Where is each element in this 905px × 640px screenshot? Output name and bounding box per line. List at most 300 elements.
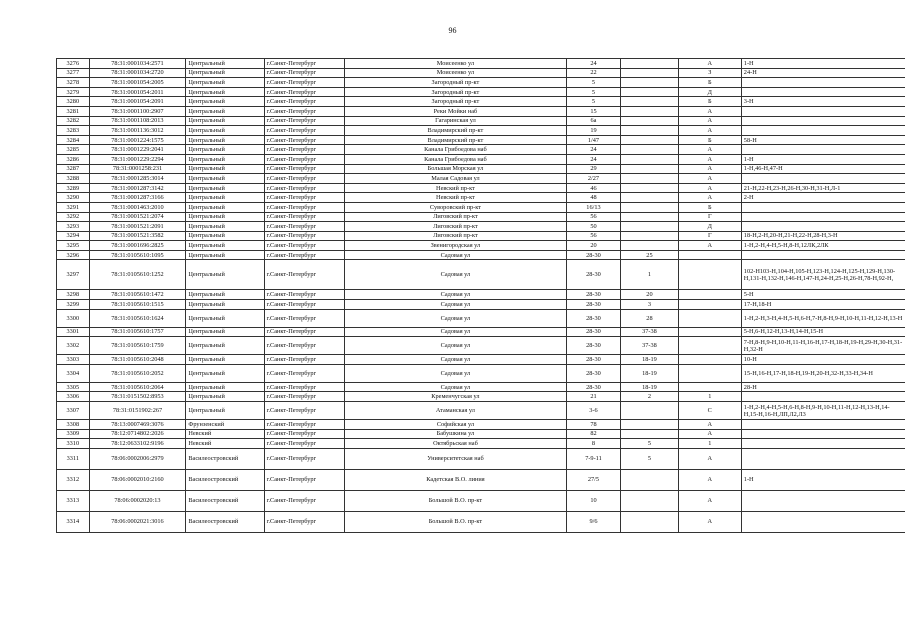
table-row [57,202,905,212]
letter-cell: Б [678,78,741,88]
building-cell [621,193,679,203]
row-number-cell: 3283 [57,126,90,136]
house-cell: 19 [566,126,620,136]
row-number-cell: 3312 [57,469,90,490]
city-cell: г.Санкт-Петербург [264,241,344,251]
row-number-cell: 3288 [57,174,90,184]
street-cell: Большой В.О. пр-кт [345,490,567,511]
city-cell: г.Санкт-Петербург [264,154,344,164]
street-cell: Садовая ул [345,250,567,260]
district-cell: Центральный [186,135,264,145]
table-row [57,154,905,164]
street-cell: Суворовский пр-кт [345,202,567,212]
street-cell: Кременчугская ул [345,392,567,402]
premises-cell: 24-Н [741,68,905,78]
premises-cell [741,126,905,136]
cadastral-number-cell: 78:12:0633102:9196 [89,439,186,449]
letter-cell: А [678,174,741,184]
letter-cell: Б [678,135,741,145]
premises-cell [741,222,905,232]
district-cell: Центральный [186,97,264,107]
city-cell: г.Санкт-Петербург [264,126,344,136]
house-cell: 28-30 [566,290,620,300]
city-cell: г.Санкт-Петербург [264,355,344,365]
cadastral-number-cell: 78:31:0151502:8953 [89,392,186,402]
building-cell [621,78,679,88]
district-cell: Центральный [186,183,264,193]
house-cell: 28-30 [566,250,620,260]
building-cell [621,87,679,97]
house-cell: 24 [566,59,620,69]
house-cell: 24 [566,145,620,155]
house-cell: 5 [566,97,620,107]
table-row [57,59,905,69]
city-cell: г.Санкт-Петербург [264,364,344,382]
table-body [57,59,905,533]
building-cell: 5 [621,448,679,469]
cadastral-number-cell: 78:31:0001054:2005 [89,78,186,88]
building-cell [621,145,679,155]
cadastral-number-cell: 78:31:0105610:2052 [89,364,186,382]
cadastral-number-cell: 78:13:0007469:3076 [89,420,186,430]
building-cell [621,490,679,511]
city-cell: г.Санкт-Петербург [264,382,344,392]
row-number-cell: 3295 [57,241,90,251]
row-number-cell: 3289 [57,183,90,193]
cadastral-number-cell: 78:31:0001229:2294 [89,154,186,164]
street-cell: Октябрьская наб [345,439,567,449]
city-cell: г.Санкт-Петербург [264,174,344,184]
district-cell: Центральный [186,250,264,260]
premises-cell: 102-Н103-Н,104-Н,105-Н,123-Н,124-Н,125-Н,129-Н,130-Н,131-Н,132-Н,146-Н,147-Н,24-Н,25-Н,26-Н,78-Н,92-Н, [741,260,905,290]
house-cell: 28-30 [566,300,620,310]
premises-cell [741,511,905,532]
street-cell: Реки Мойки наб [345,106,567,116]
cadastral-number-cell: 78:31:0001521:3582 [89,231,186,241]
letter-cell: Б [678,97,741,107]
house-cell: 78 [566,420,620,430]
district-cell: Центральный [186,327,264,337]
building-cell [621,469,679,490]
row-number-cell: 3279 [57,87,90,97]
street-cell: Загородный пр-кт [345,87,567,97]
district-cell: Василеостровский [186,490,264,511]
table-row [57,402,905,420]
building-cell [621,202,679,212]
district-cell: Центральный [186,260,264,290]
table-row [57,429,905,439]
street-cell: Владимирский пр-кт [345,135,567,145]
table-row [57,97,905,107]
letter-cell: А [678,145,741,155]
row-number-cell: 3286 [57,154,90,164]
letter-cell [678,382,741,392]
row-number-cell: 3298 [57,290,90,300]
street-cell: Садовая ул [345,382,567,392]
letter-cell [678,260,741,290]
letter-cell: Б [678,202,741,212]
district-cell: Невский [186,439,264,449]
street-cell: Кадетская В.О. линия [345,469,567,490]
street-cell: Владимирский пр-кт [345,126,567,136]
street-cell: Невский пр-кт [345,193,567,203]
row-number-cell: 3303 [57,355,90,365]
letter-cell [678,355,741,365]
house-cell: 20 [566,241,620,251]
city-cell: г.Санкт-Петербург [264,402,344,420]
district-cell: Центральный [186,309,264,327]
house-cell: 50 [566,222,620,232]
street-cell: Лиговский пр-кт [345,222,567,232]
table-row [57,87,905,97]
district-cell: Центральный [186,290,264,300]
house-cell: 5 [566,87,620,97]
premises-cell [741,106,905,116]
street-cell: Садовая ул [345,364,567,382]
city-cell: г.Санкт-Петербург [264,448,344,469]
table-row [57,145,905,155]
row-number-cell: 3293 [57,222,90,232]
house-cell: 46 [566,183,620,193]
building-cell: 18-19 [621,382,679,392]
district-cell: Центральный [186,154,264,164]
district-cell: Центральный [186,193,264,203]
street-cell: Софийская ул [345,420,567,430]
cadastral-number-cell: 78:31:0001224:1575 [89,135,186,145]
building-cell [621,511,679,532]
house-cell: 5 [566,78,620,88]
row-number-cell: 3284 [57,135,90,145]
district-cell: Центральный [186,202,264,212]
city-cell: г.Санкт-Петербург [264,164,344,174]
row-number-cell: 3290 [57,193,90,203]
row-number-cell: 3304 [57,364,90,382]
premises-cell: 17-Н,18-Н [741,300,905,310]
cadastral-number-cell: 78:31:0001258:231 [89,164,186,174]
letter-cell: 1 [678,392,741,402]
row-number-cell: 3282 [57,116,90,126]
cadastral-number-cell: 78:31:0105610:1472 [89,290,186,300]
street-cell: Загородный пр-кт [345,97,567,107]
district-cell: Центральный [186,116,264,126]
house-cell: 2/27 [566,174,620,184]
house-cell: 82 [566,429,620,439]
letter-cell: А [678,429,741,439]
street-cell: Моисеенко ул [345,59,567,69]
street-cell: Атаманская ул [345,402,567,420]
row-number-cell: 3278 [57,78,90,88]
house-cell: 28-30 [566,309,620,327]
letter-cell: С [678,402,741,420]
premises-cell [741,448,905,469]
table-row [57,260,905,290]
table-row [57,126,905,136]
building-cell [621,241,679,251]
district-cell: Центральный [186,337,264,355]
cadastral-number-cell: 78:06:0002010:2160 [89,469,186,490]
table-row [57,250,905,260]
city-cell: г.Санкт-Петербург [264,106,344,116]
letter-cell: А [678,448,741,469]
district-cell: Фрунзенский [186,420,264,430]
street-cell: Лиговский пр-кт [345,231,567,241]
street-cell: Моисеенко ул [345,68,567,78]
row-number-cell: 3311 [57,448,90,469]
table-row [57,439,905,449]
building-cell [621,106,679,116]
letter-cell: Г [678,212,741,222]
city-cell: г.Санкт-Петербург [264,202,344,212]
premises-cell [741,490,905,511]
street-cell: Садовая ул [345,327,567,337]
cadastral-number-cell: 78:06:0002021:3016 [89,511,186,532]
table-row [57,164,905,174]
district-cell: Центральный [186,145,264,155]
cadastral-number-cell: 78:31:0001521:2091 [89,222,186,232]
cadastral-number-cell: 78:31:0001108:2013 [89,116,186,126]
building-cell: 5 [621,439,679,449]
premises-cell [741,392,905,402]
row-number-cell: 3314 [57,511,90,532]
premises-cell [741,174,905,184]
district-cell: Центральный [186,241,264,251]
cadastral-number-cell: 78:31:0001054:2011 [89,87,186,97]
building-cell: 28 [621,309,679,327]
letter-cell: А [678,241,741,251]
letter-cell: А [678,183,741,193]
city-cell: г.Санкт-Петербург [264,231,344,241]
city-cell: г.Санкт-Петербург [264,212,344,222]
cadastral-number-cell: 78:31:0001287:3142 [89,183,186,193]
house-cell: 27/5 [566,469,620,490]
table-row [57,511,905,532]
cadastral-number-cell: 78:31:0001463:2010 [89,202,186,212]
city-cell: г.Санкт-Петербург [264,193,344,203]
cadastral-number-cell: 78:31:0001054:2091 [89,97,186,107]
cadastral-number-cell: 78:31:0105610:1515 [89,300,186,310]
letter-cell: Г [678,231,741,241]
building-cell [621,135,679,145]
table-row [57,68,905,78]
district-cell: Центральный [186,212,264,222]
city-cell: г.Санкт-Петербург [264,420,344,430]
letter-cell [678,309,741,327]
city-cell: г.Санкт-Петербург [264,290,344,300]
house-cell: 28-30 [566,337,620,355]
letter-cell: А [678,164,741,174]
cadastral-number-cell: 78:31:0105610:1759 [89,337,186,355]
district-cell: Центральный [186,222,264,232]
cadastral-number-cell: 78:31:0001136:3012 [89,126,186,136]
building-cell: 18-19 [621,355,679,365]
table-row [57,420,905,430]
district-cell: Центральный [186,364,264,382]
building-cell: 3 [621,300,679,310]
premises-cell [741,250,905,260]
district-cell: Центральный [186,78,264,88]
street-cell: Садовая ул [345,355,567,365]
cadastral-number-cell: 78:31:0001521:2074 [89,212,186,222]
building-cell [621,174,679,184]
house-cell: 56 [566,212,620,222]
table-row [57,355,905,365]
city-cell: г.Санкт-Петербург [264,222,344,232]
building-cell: 20 [621,290,679,300]
letter-cell: А [678,511,741,532]
letter-cell: А [678,126,741,136]
table-row [57,392,905,402]
letter-cell: А [678,469,741,490]
row-number-cell: 3302 [57,337,90,355]
table-row [57,231,905,241]
city-cell: г.Санкт-Петербург [264,309,344,327]
street-cell: Садовая ул [345,300,567,310]
table-row [57,212,905,222]
premises-cell: 1-Н,2-Н,4-Н,5-Н,6-Н,8-Н,9-Н,10-Н,11-Н,12-Н,13-Н,14-Н,15-Н,16-Н,ЛП,Л2,Л3 [741,402,905,420]
house-cell: 6а [566,116,620,126]
letter-cell: А [678,490,741,511]
premises-cell: 1-Н,2-Н,3-Н,4-Н,5-Н,6-Н,7-Н,8-Н,9-Н,10-Н,11-Н,12-Н,13-Н [741,309,905,327]
page-number: 96 [448,26,457,35]
street-cell: Канала Грибоедова наб [345,154,567,164]
city-cell: г.Санкт-Петербург [264,327,344,337]
building-cell: 37-38 [621,327,679,337]
street-cell: Канала Грибоедова наб [345,145,567,155]
letter-cell [678,290,741,300]
cadastral-number-cell: 78:31:0105610:1757 [89,327,186,337]
registry-table [56,58,905,533]
district-cell: Центральный [186,164,264,174]
row-number-cell: 3287 [57,164,90,174]
building-cell [621,231,679,241]
premises-cell: 10-Н [741,355,905,365]
cadastral-number-cell: 78:31:0105610:2064 [89,382,186,392]
letter-cell: А [678,106,741,116]
premises-cell: 1-Н,2-Н,4-Н,5-Н,8-Н,12ЛК,2ЛК [741,241,905,251]
premises-cell: 58-Н [741,135,905,145]
row-number-cell: 3277 [57,68,90,78]
letter-cell [678,337,741,355]
row-number-cell: 3280 [57,97,90,107]
premises-cell [741,202,905,212]
city-cell: г.Санкт-Петербург [264,429,344,439]
table-row [57,116,905,126]
letter-cell: З [678,68,741,78]
building-cell [621,222,679,232]
table-row [57,135,905,145]
house-cell: 7-9-11 [566,448,620,469]
row-number-cell: 3310 [57,439,90,449]
house-cell: 28-30 [566,260,620,290]
cadastral-number-cell: 78:31:0105610:1624 [89,309,186,327]
building-cell [621,164,679,174]
city-cell: г.Санкт-Петербург [264,68,344,78]
district-cell: Центральный [186,68,264,78]
street-cell: Невский пр-кт [345,183,567,193]
street-cell: Садовая ул [345,260,567,290]
premises-cell: 2-Н [741,193,905,203]
city-cell: г.Санкт-Петербург [264,183,344,193]
house-cell: 29 [566,164,620,174]
street-cell: Гагаринская ул [345,116,567,126]
row-number-cell: 3291 [57,202,90,212]
cadastral-number-cell: 78:06:0002006:2979 [89,448,186,469]
district-cell: Центральный [186,231,264,241]
row-number-cell: 3299 [57,300,90,310]
table-row [57,490,905,511]
district-cell: Центральный [186,382,264,392]
city-cell: г.Санкт-Петербург [264,97,344,107]
premises-cell [741,87,905,97]
table-row [57,183,905,193]
premises-cell: 1-Н [741,154,905,164]
building-cell [621,97,679,107]
house-cell: 28-30 [566,364,620,382]
cadastral-number-cell: 78:31:0105610:2048 [89,355,186,365]
district-cell: Василеостровский [186,469,264,490]
premises-cell: 7-Н,8-Н,9-Н,10-Н,11-Н,16-Н,17-Н,18-Н,19-Н,29-Н,30-Н,31-Н,32-Н [741,337,905,355]
cadastral-number-cell: 78:31:0105610:1095 [89,250,186,260]
house-cell: 22 [566,68,620,78]
house-cell: 3-6 [566,402,620,420]
city-cell: г.Санкт-Петербург [264,392,344,402]
building-cell: 1 [621,260,679,290]
building-cell [621,183,679,193]
table-row [57,241,905,251]
building-cell [621,116,679,126]
premises-cell: 5-Н [741,290,905,300]
cadastral-number-cell: 78:31:0001034:2571 [89,59,186,69]
house-cell: 24 [566,154,620,164]
row-number-cell: 3294 [57,231,90,241]
row-number-cell: 3292 [57,212,90,222]
letter-cell [678,250,741,260]
house-cell: 10 [566,490,620,511]
street-cell: Загородный пр-кт [345,78,567,88]
building-cell [621,68,679,78]
district-cell: Центральный [186,59,264,69]
city-cell: г.Санкт-Петербург [264,300,344,310]
cadastral-number-cell: 78:06:0002020:13 [89,490,186,511]
building-cell: 37-38 [621,337,679,355]
city-cell: г.Санкт-Петербург [264,337,344,355]
table-row [57,300,905,310]
building-cell [621,212,679,222]
row-number-cell: 3306 [57,392,90,402]
city-cell: г.Санкт-Петербург [264,439,344,449]
house-cell: 9/6 [566,511,620,532]
district-cell: Центральный [186,106,264,116]
table-row [57,327,905,337]
street-cell: Звенигородская ул [345,241,567,251]
city-cell: г.Санкт-Петербург [264,78,344,88]
city-cell: г.Санкт-Петербург [264,145,344,155]
row-number-cell: 3307 [57,402,90,420]
row-number-cell: 3285 [57,145,90,155]
letter-cell: 1 [678,439,741,449]
premises-cell: 1-Н [741,469,905,490]
cadastral-number-cell: 78:31:0105610:1252 [89,260,186,290]
house-cell: 56 [566,231,620,241]
letter-cell [678,300,741,310]
table-row [57,382,905,392]
city-cell: г.Санкт-Петербург [264,135,344,145]
street-cell: Садовая ул [345,290,567,300]
district-cell: Центральный [186,392,264,402]
district-cell: Василеостровский [186,511,264,532]
premises-cell [741,212,905,222]
letter-cell: А [678,420,741,430]
